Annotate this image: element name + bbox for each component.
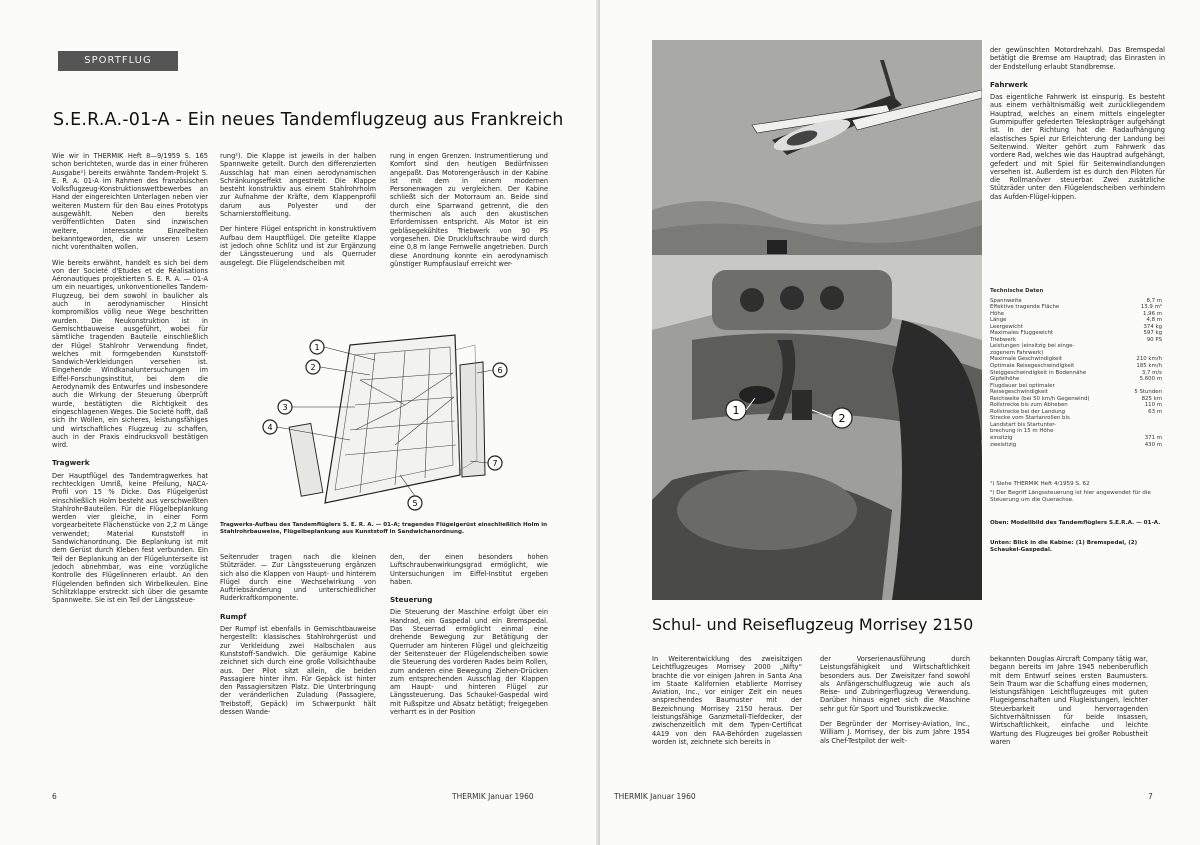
technical-data-label: Effektive tragende Fläche [990, 304, 1060, 311]
svg-text:7: 7 [492, 459, 498, 468]
technical-data-rows [990, 298, 1162, 449]
svg-text:2: 2 [310, 363, 316, 372]
svg-text:2: 2 [838, 412, 846, 425]
figure-label-7 [488, 456, 502, 470]
technical-data-value: 8,7 m [1146, 297, 1162, 304]
technical-data-label: Triebwerk [990, 336, 1017, 343]
technical-data-value: 5.600 m [1139, 376, 1162, 383]
paragraph: Wie wir in THERMIK Heft 8—9/1959 S. 165 schon berichteten, wurde das in einer früheren Ausgabe¹) bereits erwähnte Tandem-Projekt S. E. R. A. 01-A im Rahmen des französischen Volksflugzeug-Konstruktionswettbewerbes an Hand der eingereichten Unterlagen neben vier weiteren Mustern für den Bau eines Prototyps ausgewählt. Neben den bereits veröffentlichten Daten sind inzwischen weitere, interessante Einzelheiten bekanntgeworden, die wir unseren Lesern nicht vorenthalten wollen. [52, 152, 208, 252]
technical-data-value: 185 km/h [1136, 363, 1162, 370]
technical-data-value: 3,7 m/s [1141, 369, 1162, 376]
figure-label-6 [493, 363, 507, 377]
subheading-rumpf: Rumpf [220, 611, 247, 621]
paragraph: Der Rumpf ist ebenfalls in Gemischtbauweise hergestellt: klassisches Stahlrohrgerüst und zur Verkleidung zwei Halbschalen aus Kunststoff-Sandwich. Die geräumige Kabine zeichnet sich durch eine große Vollsichthaube aus. Der Pilot sitzt allein, die beiden Passagiere hinter ihm. Für Gepäck ist hinter den Passagiersitzen Platz. Die Unterbringung der veränderlichen Zuladung (Passagiere, Treibstoff, Gepäck) im Schwerpunkt hält dessen Wande- [220, 625, 376, 717]
svg-text:1: 1 [314, 343, 320, 352]
paragraph: Das eigentliche Fahrwerk ist einspurig. Es besteht aus einem verhältnismäßig weit zurückliegendem Hauptrad, welches an einem mittels eingelegter Gummipuffer gefederten Teleskopträger aufgehängt ist. In der Richtung hat die Radaufhängung elastisches Spiel zur Erleichterung der Landung bei Seitenwind. Weiter gehört zum Fahrwerk das vordere Rad, welches wie das Hauptrad aufgehängt, gefedert und mit Spiel für Seitenwindlandungen versehen ist. Außerdem ist es durch den Piloten für die Rollmanöver steuerbar. Zwei zusätzliche Stützräder unter den Flügelendscheiben verhindern das Aufden-Flügel-kippen. [990, 93, 1165, 201]
technical-data-label: Steiggeschwindigkeit in Bodennähe [990, 369, 1087, 376]
paragraph: der Vorserienausführung durch Leistungsfähigkeit und Wirtschaftlichkeit besonders aus. Der Zweisitzer fand sowohl als Anfängerschulflugzeug wie auch als Reise- und Zubringerflugzeug Verwendung. Darüber hinaus eignet sich die Maschine sehr gut für Sport und Touristikzwecke. [820, 655, 970, 713]
article-title: S.E.R.A.-01-A - Ein neues Tandemflugzeug aus Frankreich [53, 110, 564, 130]
right-column-2 [820, 655, 970, 752]
technical-data-value: 5 Stunden [1134, 389, 1162, 396]
page-number: 7 [1148, 792, 1153, 801]
technical-data-value: 210 km/h [1136, 356, 1162, 363]
technical-data-value: 374 kg [1143, 323, 1162, 330]
technical-data-label: Höhe [990, 310, 1005, 317]
technical-data-value: 1,96 m [1143, 310, 1162, 317]
paragraph: den, der einen besonders hohen Luftschraubenwirkungsgrad ermöglicht, wie Untersuchungen im Eiffel-Institut ergeben haben. [390, 553, 548, 586]
technical-data-table [990, 288, 1162, 448]
svg-text:1: 1 [732, 404, 740, 417]
article2-title: Schul- und Reiseflugzeug Morrisey 2150 [652, 615, 974, 634]
technical-data-label: Rollstrecke bei der Landung [990, 408, 1066, 415]
left-column-2b [220, 553, 376, 723]
left-column-2 [220, 152, 376, 274]
technical-data-value: 825 km [1141, 395, 1162, 402]
technical-data-label: Flugdauer bei optimaler [990, 382, 1055, 389]
left-column-3b [390, 553, 548, 723]
technical-data-value: 430 m [1144, 441, 1162, 448]
technical-data-value: 597 kg [1143, 330, 1162, 337]
paragraph: Der Begründer der Morrisey-Aviation, Inc., William J. Morrisey, der bis zum Jahre 1954 als Chef-Testpilot der welt- [820, 720, 970, 745]
figure-label-2 [306, 360, 320, 374]
subheading-tragwerk: Tragwerk [52, 458, 90, 468]
photo-label-2 [832, 408, 852, 428]
paragraph: In Weiterentwicklung des zweisitzigen Leichtflugzeuges Morrisey 2000 „Nifty“ brachte die vor einigen Jahren in Santa Ana im Staate Kalifornien etablierte Morrisey Aviation, Inc., vor einiger Zeit ein neues ansprechendes Baumuster mit der Bezeichnung Morrisey 2150 heraus. Der leistungsfähige Ganzmetall-Tiefdecker, der zwischenzeitlich mit dem Typen-Certificat 4A19 von den FAA-Behörden zugelassen worden ist, zeichnete sich bereits in [652, 655, 802, 746]
svg-text:3: 3 [282, 403, 288, 412]
technical-data-label: Strecke vom Startanrollen bis [990, 415, 1070, 422]
wing-structure-figure [255, 325, 550, 515]
technical-data-label: zogenem Fahrwerk) [990, 349, 1044, 356]
technical-data-label: Landstart bis Startunter- [990, 421, 1057, 428]
technical-data-label: Gipfelhöhe [990, 376, 1020, 383]
paragraph: rung in engen Grenzen. Instrumentierung und Komfort sind den heutigen Bedürfnissen angepaßt. Das Motorengeräusch in der Kabine ist mit dem in einem modernen Personenwagen zu vergleichen. Der Kabine schließt sich der Motorraum an. Beide sind durch eine Sparrwand getrennt, die den thermischen als auch den akustischen Erfordernissen entspricht. Als Motor ist ein gebläsegekühltes Triebwerk von 90 PS vorgesehen. Die Druckluftschraube wird durch eine 0,8 m lange Fernwelle angetrieben. Durch diese Anordnung konnte ein aerodynamisch günstiger Rumpfauslauf erreicht wer- [390, 152, 548, 268]
subheading-steuerung: Steuerung [390, 595, 433, 605]
technical-data-label: Reisegeschwindigkeit [990, 389, 1048, 396]
technical-data-value: 4,8 m [1146, 317, 1162, 324]
figure-label-1 [310, 340, 324, 354]
photo-caption-bottom: Unten: Blick in die Kabine: (1) Bremspedal, (2) Schaukel-Gaspedal. [990, 540, 1138, 553]
technical-data-label: zweisitzig [990, 441, 1017, 448]
technical-data-label: Reichweite (bei 50 km/h Gegenwind) [990, 395, 1090, 402]
right-column-1 [652, 655, 802, 753]
section-label: SPORTFLUG [58, 51, 178, 71]
technical-data-value: 13,9 m² [1140, 304, 1162, 311]
paragraph: der gewünschten Motordrehzahl. Das Bremspedal betätigt die Bremse am Hauptrad; das Einrasten in der Endstellung erlaubt Standbremse. [990, 46, 1165, 71]
right-column-3 [990, 655, 1148, 753]
paragraph: Die Steuerung der Maschine erfolgt über ein Handrad, ein Gaspedal und ein Bremspedal. Das Steuerrad ermöglicht einmal eine drehende Bewegung zur Betätigung der Querruder am hinteren Flügel und gleichzeitig der Seitensteuer der Flügelendscheiben sowie die Steuerung des vorderen Rades beim Rollen, zum anderen eine Bewegung Ziehen-Drücken zum entsprechenden Ausschlag der Klappen am Haupt- und hinteren Flügel zur Längssteuerung. Das Schaukel-Gaspedal wird mit Fußspitze und Absatz betätigt; freigegeben verharrt es in der Position [390, 608, 548, 717]
technical-data-value: 90 PS [1146, 336, 1162, 343]
magazine-issue: THERMIK Januar 1960 [614, 792, 696, 801]
photo-label-1 [726, 400, 746, 420]
model-photo [652, 40, 982, 600]
paragraph: Seitenruder tragen nach die kleinen Stützräder. — Zur Längssteuerung ergänzen sich also die Klappen von Haupt- und hinterem Flügel durch eine Wechselwirkung von Auftriebsänderung und unterschiedlicher Ruderkraftkomponente. [220, 553, 376, 603]
figure-label-5 [408, 496, 422, 510]
photo-caption-top: Oben: Modellbild des Tandemflüglers S.E.R.A. — 01-A. [990, 520, 1161, 526]
paragraph: Wie bereits erwähnt, handelt es sich bei dem von der Societé d'Etudes et de Réalisations Aéronautiques projektierten S. E. R. A. — 01-A um ein neuartiges, unkonventionelles Tandem-Flugzeug, bei dem sowohl in baulicher als auch in aerodynamischer Hinsicht kompromißlos völlig neue Wege beschritten wurden. Die Neukonstruktion ist in Gemischtbauweise ausgeführt, wobei für sämtliche tragenden Bauteile einschließlich der Flügel Stahlrohr Verwendung findet, welches mit formgebenden Kunststoff-Sandwich-Verkleidungen versehen ist. Eingehende Windkanaluntersuchungen im Eiffel-Forschungsinstitut, bei dem die Aerodynamik des Entwurfes und insbesondere auch die Wirkung der Steuerung überprüft wurde, bestätigten die Richtigkeit des eingeschlagenen Weges. Die Societé hofft, daß sich ihr Wollen, ein sicheres, leistungsfähiges und wirtschaftliches Flugzeug zu schaffen, auch in der Praxis eindrucksvoll bestätigen wird. [52, 258, 208, 450]
page-number: 6 [52, 792, 57, 801]
technical-data-value: 63 m [1148, 408, 1162, 415]
aircraft-photos [652, 40, 982, 600]
technical-data-label: einsitzig [990, 435, 1013, 442]
technical-data-label: Maximales Fluggewicht [990, 330, 1054, 337]
footnote-1: ¹) Siehe THERMIK Heft 4/1959 S. 62 [990, 481, 1090, 487]
technical-data-label: Leistungen (einsitzig bei einge- [990, 343, 1075, 350]
svg-text:5: 5 [412, 499, 418, 508]
subheading-fahrwerk: Fahrwerk [990, 79, 1028, 89]
magazine-issue: THERMIK Januar 1960 [452, 792, 534, 801]
paragraph: bekannten Douglas Aircraft Company tätig war, begann bereits im Jahre 1945 nebenberuflich mit dem Entwurf seines ersten Baumusters. Sein Traum war die Schaffung eines modernen, leistungsfähigen Leichtflugzeuges mit guten Flugeigenschaften und Flugleistungen, leichter Steuerbarkeit und hervorragenden Sichtverhältnissen für beide Insassen, Wirtschaftlichkeit, einfache und leichte Wartung des Flugzeuges bei großer Robustheit waren [990, 655, 1148, 746]
technical-data-label: Spannweite [990, 297, 1022, 304]
technical-data-value: 371 m [1144, 435, 1162, 442]
technical-data-label: Rollstrecke bis zum Abheben [990, 402, 1068, 409]
technical-data-label: Leergewicht [990, 323, 1023, 330]
paragraph: rung²). Die Klappe ist jeweils in der halben Spannweite geteilt. Durch den differenzierten Ausschlag hat man einen aerodynamischen Schränkungseffekt angestrebt. Die Klappe besteht konstruktiv aus einem Stahlrohrholm zur Aufnahme der Kräfte, dem Klappenprofil darum aus Polyester und der Scharnierstoffleitung. [220, 152, 376, 219]
right-column-top [990, 46, 1165, 208]
paragraph: Der hintere Flügel entspricht in konstruktivem Aufbau dem Hauptflügel. Die geteilte Klappe ist jedoch ohne Schlitz und ist zur Ergänzung der Längssteuerung und als Querruder ausgelegt. Die Flügelendscheiben mit [220, 225, 376, 267]
right-page [600, 0, 1200, 845]
technical-data-label: Optimale Reisegeschwindigkeit [990, 363, 1075, 370]
technical-data-row [990, 442, 1162, 449]
figure-label-4 [263, 420, 277, 434]
svg-text:4: 4 [267, 423, 273, 432]
technical-data-heading: Technische Daten [990, 288, 1044, 294]
figure-caption: Tragwerks-Aufbau des Tandemflüglers S. E. R. A. — 01-A; tragendes Flügelgerüst einschließlich Holm in Stahlrohrbauweise, Flügelbeplankung aus Kunststoff in Sandwichanordnung. [220, 522, 548, 535]
left-column-3 [390, 152, 548, 275]
svg-text:6: 6 [497, 366, 503, 375]
left-column-1 [52, 152, 208, 611]
footnote-2: ²) Der Begriff Längssteuerung ist hier angewendet für die Steuerung um die Querachse. [990, 490, 1151, 503]
technical-data-value: 110 m [1144, 402, 1162, 409]
technical-data-label: Maximale Geschwindigkeit [990, 356, 1062, 363]
technical-data-label: Länge [990, 317, 1007, 324]
technical-data-label: brechung in 15 m Höhe [990, 428, 1054, 435]
paragraph: Der Hauptflügel des Tandemtragwerkes hat rechteckigen Umriß, keine Pfeilung, NACA-Profil von 15 % Dicke. Das Flügelgerüst einschließlich Holm besteht aus verschweißten Stahlrohr-Bauteilen. Für die Flügelbeplankung werden vier gleiche, in einer Form vorgearbeitete Flächenstücke von 2,2 m Länge verwendet; Material Kunststoff in Sandwichanordnung. Die Beplankung ist mit dem Gerüst durch Kleben fest verbunden. Ein Teil der Beplankung an der Flügelunterseite ist jedoch abnehmbar, was eine vorzügliche Kontrolle des Flügelinneren erlaubt. An den Flügelenden befinden sich Wirbelkeulen. Eine Schlitzklappe erstreckt sich über die gesamte Spannweite. Sie ist ein Teil der Längssteue- [52, 471, 208, 605]
figure-label-3 [278, 400, 292, 414]
